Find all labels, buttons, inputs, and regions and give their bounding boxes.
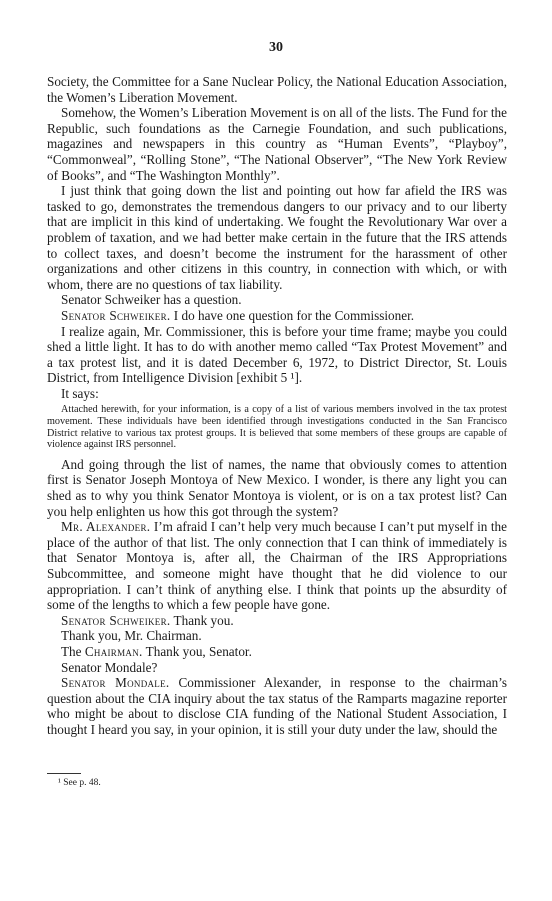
paragraph: It says: xyxy=(61,385,99,401)
body-text xyxy=(47,74,507,738)
speaker-name: Mr. Alexander. xyxy=(61,519,151,535)
paragraph xyxy=(47,644,507,660)
paragraph: Senator Schweiker has a question. xyxy=(61,292,242,308)
paragraph xyxy=(47,675,507,737)
footnote-divider xyxy=(47,773,81,774)
paragraph: Senator Mondale? xyxy=(61,659,158,675)
speech-text: Commissioner Alexander, in response to the chairman’s question about the CIA inquiry about the tax status of the Ramparts magazine reporter who might be about to disclose CIA funding of the National Student Association, I thought I heard you say, in your opinion, it is still your duty under the law, should the xyxy=(47,675,507,737)
paragraph: I just think that going down the list and pointing out how far afield the IRS was tasked to go, demonstrates the tremendous dangers to our privacy and to our liberty that are implicit in this kind of undertaking. We fought the Revolutionary War over a problem of taxation, and we had better make certain in the future that the IRS attends to collect taxes, and doesn’t become the instrument for the harassment of other organizations and other citizens in this country, in connection with which, or with whom, there are no questions of tax liability. xyxy=(47,183,507,292)
paragraph: I realize again, Mr. Commissioner, this is before your time frame; maybe you could shed a little light. It has to do with another memo called “Tax Protest Movement” and a tax protest list, and it is dated December 6, 1972, to District Director, St. Louis District, from Intelligence Division [exhibit 5 ¹]. xyxy=(47,323,507,386)
paragraph: Society, the Committee for a Sane Nuclear Policy, the National Education Association, the Women’s Liberation Movement. xyxy=(47,74,507,105)
speech-text: I do have one question for the Commissioner. xyxy=(170,307,415,323)
speaker-prefix: The xyxy=(61,643,85,659)
speech-text: Thank you, Senator. xyxy=(142,643,252,659)
speech-text: I’m afraid I can’t help very much because I can’t put myself in the place of the author of that list. The only connection that I can think of immediately is that Senator Montoya is, after all, the Chairman of the IRS Appropriations Subcommittee, and someone might have thought that he did violence to our appropriation. I can’t think of anything else. I think that points up the absurdity of some of the lengths to which a few people have gone. xyxy=(47,519,507,613)
paragraph: And going through the list of names, the name that obviously comes to attention first is Senator Joseph Montoya of New Mexico. I wonder, is there any light you can shed as to why you think Senator Montoya is violent, or is on a tax protest list? Can you help enlighten us how this got through the system? xyxy=(47,456,507,519)
paragraph: Thank you, Mr. Chairman. xyxy=(61,628,202,644)
speaker-name: Chairman. xyxy=(84,643,143,659)
paragraph xyxy=(47,519,507,613)
speaker-name: Senator Schweiker. xyxy=(61,612,171,628)
block-quote: Attached herewith, for your information, is a copy of a list of various members involved in the tax protest movement. These individuals have been identified through investigations conducted in the San Francisco District relative to various tax protest groups. It is believed that some members of these groups are capable of violence against IRS personnel. xyxy=(47,404,507,451)
speaker-name: Senator Mondale. xyxy=(61,675,170,691)
paragraph xyxy=(47,613,507,629)
page-number: 30 xyxy=(269,40,283,55)
paragraph xyxy=(47,308,507,324)
paragraph: Somehow, the Women’s Liberation Movement is on all of the lists. The Fund for the Republic, such foundations as the Carnegie Foundation, and such publications, magazines and newspapers in this country as “Human Events”, “Playboy”, “Commonweal”, “Rolling Stone”, “The National Observer”, “The New York Review of Books”, and “The Washington Monthly”. xyxy=(47,105,507,183)
footnote: ¹ See p. 48. xyxy=(58,778,101,788)
speaker-name: Senator Schweiker. xyxy=(61,307,171,323)
speech-text: Thank you. xyxy=(170,612,234,628)
